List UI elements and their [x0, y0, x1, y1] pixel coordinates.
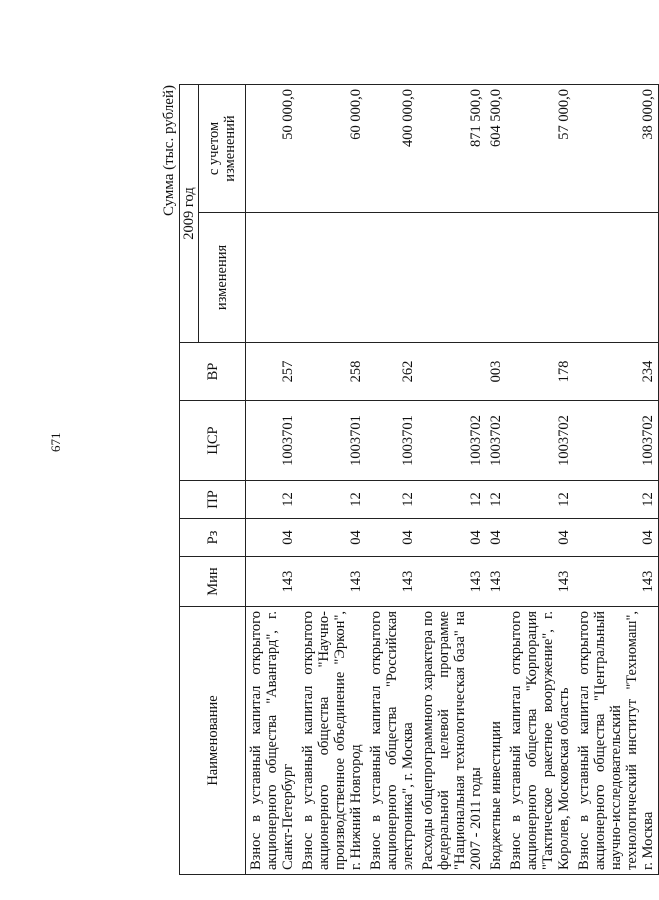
header-with-changes: с учетом изменений — [199, 84, 246, 212]
amount-caption: Сумма (тыс. рублей) — [161, 85, 177, 217]
row-pr: 12 — [506, 481, 574, 519]
header-vr: ВР — [180, 343, 246, 401]
header-csr: ЦСР — [180, 401, 246, 481]
row-vr: 234 — [574, 343, 659, 401]
row-min: 143 — [366, 557, 418, 607]
table-row — [246, 84, 299, 874]
row-rz: 04 — [298, 519, 366, 557]
budget-table — [179, 84, 659, 875]
row-total: 871 500,0 — [418, 84, 486, 212]
row-csr: 1003701 — [366, 401, 418, 481]
row-vr — [418, 343, 486, 401]
row-rz: 04 — [574, 519, 659, 557]
row-total: 50 000,0 — [246, 84, 299, 212]
row-changes — [506, 213, 574, 343]
row-pr: 12 — [366, 481, 418, 519]
row-changes — [486, 213, 506, 343]
row-name: Взнос в уставный капитал открытого акционерного общества "Российская электроника", г. Москва — [366, 607, 418, 875]
row-total: 604 500,0 — [486, 84, 506, 212]
row-vr: 257 — [246, 343, 299, 401]
header-year: 2009 год — [180, 84, 199, 342]
table-row — [574, 84, 659, 874]
header-rz: Рз — [180, 519, 246, 557]
row-name: Взнос в уставный капитал открытого акционерного общества "Авангард", г. Санкт-Петербург — [246, 607, 299, 875]
row-rz: 04 — [506, 519, 574, 557]
row-total: 57 000,0 — [506, 84, 574, 212]
row-pr: 12 — [486, 481, 506, 519]
row-changes — [298, 213, 366, 343]
row-vr: 258 — [298, 343, 366, 401]
table-row — [418, 84, 486, 874]
row-total: 38 000,0 — [574, 84, 659, 212]
row-rz: 04 — [246, 519, 299, 557]
header-min: Мин — [180, 557, 246, 607]
header-name: Наименование — [180, 607, 246, 875]
row-csr: 1003701 — [246, 401, 299, 481]
row-rz: 04 — [366, 519, 418, 557]
rotated-page — [160, 85, 656, 875]
row-pr: 12 — [418, 481, 486, 519]
row-name: Бюджетные инвестиции — [486, 607, 506, 875]
header-pr: ПР — [180, 481, 246, 519]
row-min: 143 — [506, 557, 574, 607]
row-changes — [418, 213, 486, 343]
row-changes — [366, 213, 418, 343]
row-csr: 1003702 — [418, 401, 486, 481]
row-min: 143 — [486, 557, 506, 607]
row-csr: 1003702 — [574, 401, 659, 481]
row-min: 143 — [574, 557, 659, 607]
row-rz: 04 — [486, 519, 506, 557]
row-csr: 1003702 — [486, 401, 506, 481]
table-row — [298, 84, 366, 874]
row-name: Расходы общепрограммного характера по федеральной целевой программе "Национальная технологическая база" на 2007 - 2011 годы — [418, 607, 486, 875]
row-total: 60 000,0 — [298, 84, 366, 212]
row-vr: 178 — [506, 343, 574, 401]
row-csr: 1003702 — [506, 401, 574, 481]
row-name: Взнос в уставный капитал открытого акционерного общества "Научно-производственное объединение "Эркон", г. Нижний Новгород — [298, 607, 366, 875]
row-csr: 1003701 — [298, 401, 366, 481]
table-row — [506, 84, 574, 874]
row-pr: 12 — [574, 481, 659, 519]
row-changes — [574, 213, 659, 343]
row-min: 143 — [246, 557, 299, 607]
row-pr: 12 — [298, 481, 366, 519]
row-pr: 12 — [246, 481, 299, 519]
row-min: 143 — [298, 557, 366, 607]
row-rz: 04 — [418, 519, 486, 557]
table-row — [366, 84, 418, 874]
header-changes: изменения — [199, 213, 246, 343]
row-changes — [246, 213, 299, 343]
row-total: 400 000,0 — [366, 84, 418, 212]
row-vr: 003 — [486, 343, 506, 401]
table-row — [486, 84, 506, 874]
page-number: 671 — [48, 432, 63, 452]
row-vr: 262 — [366, 343, 418, 401]
row-name: Взнос в уставный капитал открытого акционерного общества "Центральный научно-исследовательский технологический институт "Техномаш", г. Москва — [574, 607, 659, 875]
row-min: 143 — [418, 557, 486, 607]
row-name: Взнос в уставный капитал открытого акционерного общества "Корпорация "Тактическое ракетное вооружение", г. Королев, Московская область — [506, 607, 574, 875]
